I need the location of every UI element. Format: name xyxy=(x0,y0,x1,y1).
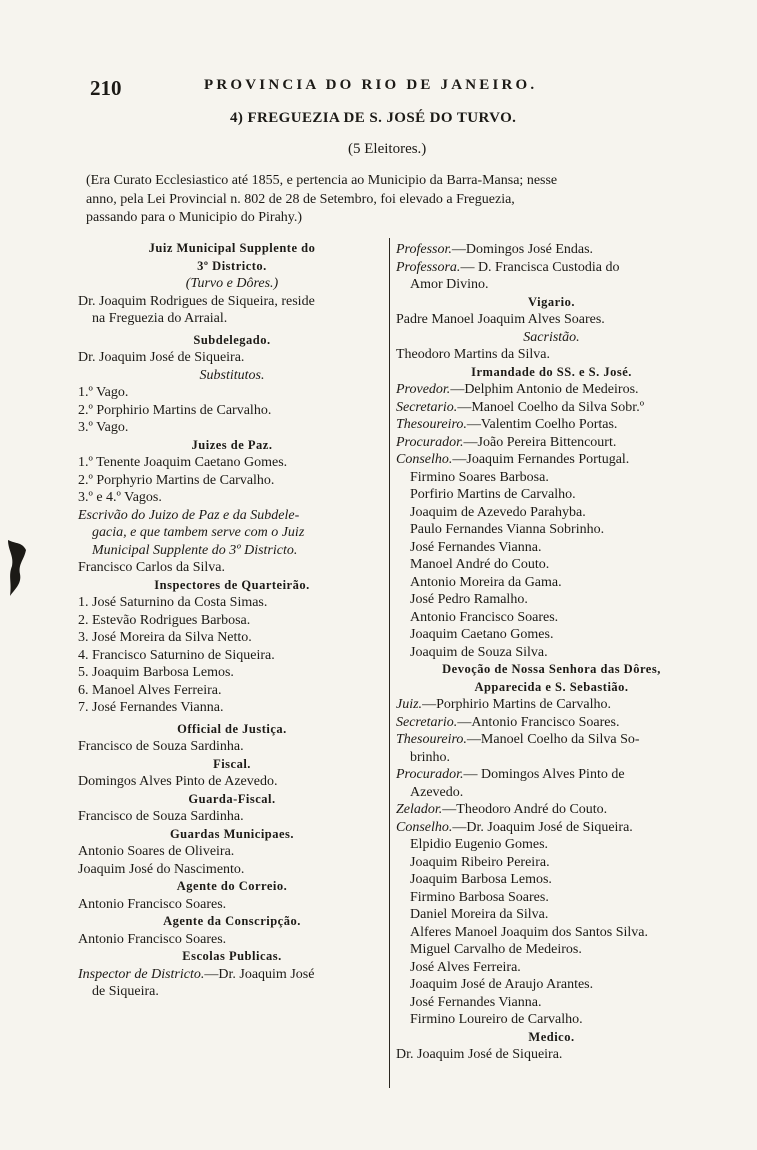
role-label: Procurador. xyxy=(396,434,464,450)
inspector-entry-cont: de Siqueira. xyxy=(92,984,159,999)
juiz-heading-2: 3º Districto. xyxy=(197,258,267,273)
running-header: PROVINCIA DO RIO DE JANEIRO. xyxy=(204,77,538,93)
list-item: 3.º Vago. xyxy=(78,420,129,435)
section-title: 4) FREGUEZIA DE S. JOSÉ DO TURVO. xyxy=(230,110,517,126)
list-item: Joaquim José de Araujo Arantes. xyxy=(410,977,594,992)
role-entry-cont: Azevedo. xyxy=(410,784,464,800)
role-entry xyxy=(396,714,707,732)
role-name: —Manoel Coelho da Silva So- xyxy=(466,732,640,747)
list-item: Firmino Soares Barbosa. xyxy=(410,469,549,485)
subdelegado-name: Dr. Joaquim José de Siqueira. xyxy=(78,350,245,365)
role-label: Conselho. xyxy=(396,452,453,467)
role-name: —Valentim Coelho Portas. xyxy=(466,417,618,432)
role-label: Professor. xyxy=(396,242,452,257)
inspector-entry xyxy=(78,966,386,984)
conscripcao-heading: Agente da Conscripção. xyxy=(163,914,301,928)
juiz-name: Dr. Joaquim Rodrigues de Siqueira, reside xyxy=(78,293,315,309)
list-item: 1.º Vago. xyxy=(78,385,129,400)
role-entry xyxy=(396,801,707,819)
list-item: José Alves Ferreira. xyxy=(410,959,521,975)
devocao-heading-2: Apparecida e S. Sebastião. xyxy=(474,679,629,694)
conscripcao-name: Antonio Francisco Soares. xyxy=(78,931,227,947)
role-entry xyxy=(396,766,707,784)
list-item: José Pedro Ramalho. xyxy=(410,592,528,607)
role-label: Zelador. xyxy=(396,802,443,817)
list-item: Miguel Carvalho de Medeiros. xyxy=(410,942,582,957)
list-item: Alferes Manoel Joaquim dos Santos Silva. xyxy=(410,924,648,940)
intro-paragraph xyxy=(86,172,710,228)
role-name: —Dr. Joaquim José xyxy=(204,966,315,982)
role-label: Provedor. xyxy=(396,382,451,397)
list-item: 7. José Fernandes Vianna. xyxy=(78,700,224,715)
margin-ornament-icon xyxy=(6,536,28,598)
list-item: Antonio Moreira da Gama. xyxy=(410,574,562,590)
list-item: 1. José Saturnino da Costa Simas. xyxy=(78,595,268,610)
escrivao-heading-cont: gacia, e que tambem serve com o Juiz xyxy=(92,525,305,540)
role-name: —Antonio Francisco Soares. xyxy=(457,714,620,730)
list-item: 5. Joaquim Barbosa Lemos. xyxy=(78,665,234,680)
list-item: 3. José Moreira da Silva Netto. xyxy=(78,630,252,645)
subdelegado-heading: Subdelegado. xyxy=(193,332,271,347)
substitutos-heading: Substitutos. xyxy=(199,367,265,383)
role-name: —Theodoro André do Couto. xyxy=(442,802,608,817)
medico-heading: Medico. xyxy=(528,1029,575,1044)
list-item: Firmino Barbosa Soares. xyxy=(410,889,549,905)
medico-name: Dr. Joaquim José de Siqueira. xyxy=(396,1047,563,1062)
intro-line: anno, pela Lei Provincial n. 802 de 28 de Setembro, foi elevado a Freguezia, xyxy=(86,191,515,207)
role-name: — D. Francisca Custodia do xyxy=(460,259,620,275)
list-item: Joaquim de Souza Silva. xyxy=(410,644,548,660)
official-heading: Official de Justiça. xyxy=(177,721,287,736)
list-item: Antonio Francisco Soares. xyxy=(410,609,559,625)
professora-entry-cont: Amor Divino. xyxy=(410,277,489,292)
list-item: Joaquim Caetano Gomes. xyxy=(410,627,554,642)
guarda-fiscal-heading: Guarda-Fiscal. xyxy=(188,791,276,806)
fiscal-heading: Fiscal. xyxy=(213,756,251,771)
escrivao-name: Francisco Carlos da Silva. xyxy=(78,560,225,575)
inspectores-heading: Inspectores de Quarteirão. xyxy=(154,577,310,592)
role-entry xyxy=(396,819,707,837)
role-label: Procurador. xyxy=(396,767,464,782)
role-label: Secretario. xyxy=(396,714,458,730)
guardas-heading: Guardas Municipaes. xyxy=(169,826,295,841)
role-name: —Domingos José Endas. xyxy=(451,242,594,257)
juiz-subheading: (Turvo e Dôres.) xyxy=(185,276,279,291)
role-name: —Delphim Antonio de Medeiros. xyxy=(450,382,639,397)
list-item: Joaquim Barbosa Lemos. xyxy=(410,872,552,887)
role-entry xyxy=(396,451,707,469)
role-label: Inspector de Districto. xyxy=(78,966,205,982)
role-entry xyxy=(396,731,707,749)
list-item: José Fernandes Vianna. xyxy=(410,539,542,555)
list-item: 1.º Tenente Joaquim Caetano Gomes. xyxy=(78,455,288,470)
escolas-heading: Escolas Publicas. xyxy=(182,949,282,963)
list-item: Porfirio Martins de Carvalho. xyxy=(410,487,576,502)
list-item: 2.º Porphyrio Martins de Carvalho. xyxy=(78,472,275,488)
role-entry xyxy=(396,434,707,452)
list-item: Joaquim Ribeiro Pereira. xyxy=(410,854,550,870)
list-item: José Fernandes Vianna. xyxy=(410,994,542,1010)
list-item: 3.º e 4.º Vagos. xyxy=(78,490,162,505)
role-label: Secretario. xyxy=(396,399,458,415)
role-entry xyxy=(396,399,707,417)
escrivao-heading: Escrivão do Juizo de Paz e da Subdele- xyxy=(78,507,300,523)
list-item: Paulo Fernandes Vianna Sobrinho. xyxy=(410,522,605,537)
role-entry xyxy=(396,416,707,434)
list-item: 2. Estevão Rodrigues Barbosa. xyxy=(78,612,251,628)
role-label: Juiz. xyxy=(396,697,423,712)
role-entry-cont: brinho. xyxy=(410,749,451,765)
list-item: Antonio Soares de Oliveira. xyxy=(78,844,235,859)
role-name: —Joaquim Fernandes Portugal. xyxy=(452,452,630,467)
role-name: —João Pereira Bittencourt. xyxy=(463,434,617,450)
intro-line: passando para o Municipio do Pirahy.) xyxy=(86,210,303,225)
correio-name: Antonio Francisco Soares. xyxy=(78,896,227,912)
fiscal-name: Domingos Alves Pinto de Azevedo. xyxy=(78,774,278,789)
intro-line: (Era Curato Ecclesiastico até 1855, e pertencia ao Municipio da Barra-Mansa; nesse xyxy=(86,173,558,188)
role-label: Professora. xyxy=(396,259,461,275)
list-item: Daniel Moreira da Silva. xyxy=(410,907,549,922)
role-name: — Domingos Alves Pinto de xyxy=(463,767,625,782)
correio-heading: Agente do Correio. xyxy=(176,879,288,893)
list-item: 2.º Porphirio Martins de Carvalho. xyxy=(78,402,272,418)
role-label: Thesoureiro. xyxy=(396,417,467,432)
professora-entry xyxy=(396,259,707,277)
role-name: —Porphirio Martins de Carvalho. xyxy=(422,697,612,712)
role-name: —Dr. Joaquim José de Siqueira. xyxy=(452,819,633,835)
role-name: —Manoel Coelho da Silva Sobr.º xyxy=(457,399,645,415)
juizes-paz-heading: Juizes de Paz. xyxy=(191,437,273,452)
list-item: 4. Francisco Saturnino de Siqueira. xyxy=(78,647,275,663)
official-name: Francisco de Souza Sardinha. xyxy=(78,739,244,754)
page-number: 210 xyxy=(90,76,122,100)
list-item: Firmino Loureiro de Carvalho. xyxy=(410,1012,583,1027)
escrivao-heading-cont: Municipal Supplente do 3º Districto. xyxy=(92,542,298,558)
role-label: Thesoureiro. xyxy=(396,732,467,747)
professor-entry xyxy=(396,241,707,259)
devocao-heading: Devoção de Nossa Senhora das Dôres, xyxy=(442,662,661,676)
list-item: Joaquim José do Nascimento. xyxy=(78,861,245,877)
list-item: Joaquim de Azevedo Parahyba. xyxy=(410,504,586,520)
irmandade-heading: Irmandade do SS. e S. José. xyxy=(471,364,632,379)
right-column xyxy=(396,241,707,1064)
left-column xyxy=(78,240,386,1001)
juiz-heading: Juiz Municipal Supplente do xyxy=(148,241,316,255)
guarda-fiscal-name: Francisco de Souza Sardinha. xyxy=(78,809,244,824)
electors-count: (5 Eleitores.) xyxy=(348,141,427,157)
juiz-name-cont: na Freguezia do Arraial. xyxy=(92,311,228,326)
role-label: Conselho. xyxy=(396,819,453,835)
list-item: Manoel André do Couto. xyxy=(410,557,550,572)
sacristao-heading: Sacristão. xyxy=(523,329,580,345)
vigario-name: Padre Manoel Joaquim Alves Soares. xyxy=(396,312,605,327)
role-entry xyxy=(396,381,707,399)
list-item: 6. Manoel Alves Ferreira. xyxy=(78,682,222,698)
list-item: Elpidio Eugenio Gomes. xyxy=(410,837,549,852)
sacristao-name: Theodoro Martins da Silva. xyxy=(396,347,550,362)
role-entry xyxy=(396,696,707,714)
column-divider xyxy=(389,238,390,1088)
vigario-heading: Vigario. xyxy=(528,294,575,309)
